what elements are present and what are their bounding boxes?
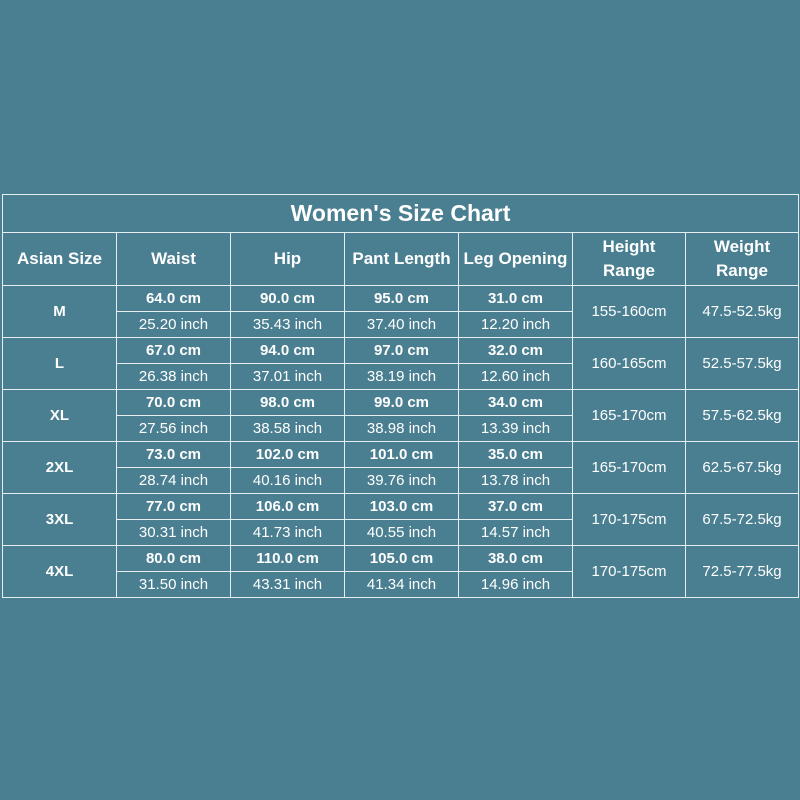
weight-range: 67.5-72.5kg xyxy=(686,494,799,546)
size-label: 3XL xyxy=(3,494,117,546)
hip-cm: 106.0 cm xyxy=(231,494,345,520)
title-row xyxy=(3,195,799,233)
height-range: 160-165cm xyxy=(573,338,686,390)
waist-inch: 31.50 inch xyxy=(117,572,231,598)
pant-length-cm: 101.0 cm xyxy=(345,442,459,468)
height-range: 165-170cm xyxy=(573,390,686,442)
header-weight-range-line1: Weight xyxy=(713,237,771,256)
leg-opening-cm: 38.0 cm xyxy=(459,546,573,572)
pant-length-inch: 40.55 inch xyxy=(345,520,459,546)
height-range: 155-160cm xyxy=(573,286,686,338)
pant-length-inch: 37.40 inch xyxy=(345,312,459,338)
header-hip: Hip xyxy=(231,233,345,286)
waist-cm: 67.0 cm xyxy=(117,338,231,364)
waist-cm: 70.0 cm xyxy=(117,390,231,416)
header-height-range xyxy=(573,233,686,286)
leg-opening-inch: 12.60 inch xyxy=(459,364,573,390)
pant-length-inch: 38.19 inch xyxy=(345,364,459,390)
leg-opening-cm: 32.0 cm xyxy=(459,338,573,364)
size-row-cm xyxy=(3,546,799,572)
pant-length-cm: 103.0 cm xyxy=(345,494,459,520)
height-range: 170-175cm xyxy=(573,546,686,598)
pant-length-inch: 41.34 inch xyxy=(345,572,459,598)
waist-inch: 28.74 inch xyxy=(117,468,231,494)
header-pant-length: Pant Length xyxy=(345,233,459,286)
leg-opening-inch: 14.57 inch xyxy=(459,520,573,546)
size-row-cm xyxy=(3,286,799,312)
size-row-cm xyxy=(3,442,799,468)
waist-inch: 30.31 inch xyxy=(117,520,231,546)
header-weight-range xyxy=(686,233,799,286)
hip-cm: 110.0 cm xyxy=(231,546,345,572)
header-height-range-line2: Range xyxy=(603,261,655,280)
header-row xyxy=(3,233,799,286)
size-row-cm xyxy=(3,494,799,520)
waist-cm: 77.0 cm xyxy=(117,494,231,520)
size-label: L xyxy=(3,338,117,390)
hip-inch: 38.58 inch xyxy=(231,416,345,442)
waist-cm: 64.0 cm xyxy=(117,286,231,312)
hip-cm: 98.0 cm xyxy=(231,390,345,416)
header-weight-range-line2: Range xyxy=(716,261,768,280)
weight-range: 47.5-52.5kg xyxy=(686,286,799,338)
hip-cm: 102.0 cm xyxy=(231,442,345,468)
header-asian-size: Asian Size xyxy=(3,233,117,286)
pant-length-cm: 95.0 cm xyxy=(345,286,459,312)
pant-length-cm: 105.0 cm xyxy=(345,546,459,572)
weight-range: 57.5-62.5kg xyxy=(686,390,799,442)
size-row-cm xyxy=(3,390,799,416)
hip-inch: 35.43 inch xyxy=(231,312,345,338)
chart-title: Women's Size Chart xyxy=(3,195,799,233)
height-range: 165-170cm xyxy=(573,442,686,494)
header-leg-opening: Leg Opening xyxy=(459,233,573,286)
leg-opening-inch: 13.78 inch xyxy=(459,468,573,494)
weight-range: 52.5-57.5kg xyxy=(686,338,799,390)
leg-opening-cm: 31.0 cm xyxy=(459,286,573,312)
weight-range: 62.5-67.5kg xyxy=(686,442,799,494)
pant-length-cm: 97.0 cm xyxy=(345,338,459,364)
hip-cm: 90.0 cm xyxy=(231,286,345,312)
waist-inch: 26.38 inch xyxy=(117,364,231,390)
waist-inch: 25.20 inch xyxy=(117,312,231,338)
header-height-range-line1: Height xyxy=(602,237,656,256)
pant-length-inch: 38.98 inch xyxy=(345,416,459,442)
hip-inch: 41.73 inch xyxy=(231,520,345,546)
size-label: XL xyxy=(3,390,117,442)
hip-inch: 43.31 inch xyxy=(231,572,345,598)
leg-opening-cm: 37.0 cm xyxy=(459,494,573,520)
waist-inch: 27.56 inch xyxy=(117,416,231,442)
leg-opening-inch: 12.20 inch xyxy=(459,312,573,338)
header-waist: Waist xyxy=(117,233,231,286)
size-row-cm xyxy=(3,338,799,364)
size-label: M xyxy=(3,286,117,338)
leg-opening-cm: 35.0 cm xyxy=(459,442,573,468)
weight-range: 72.5-77.5kg xyxy=(686,546,799,598)
height-range: 170-175cm xyxy=(573,494,686,546)
hip-inch: 37.01 inch xyxy=(231,364,345,390)
size-chart-table xyxy=(2,194,799,598)
waist-cm: 80.0 cm xyxy=(117,546,231,572)
leg-opening-inch: 13.39 inch xyxy=(459,416,573,442)
size-chart-body xyxy=(3,195,799,598)
hip-inch: 40.16 inch xyxy=(231,468,345,494)
waist-cm: 73.0 cm xyxy=(117,442,231,468)
size-label: 4XL xyxy=(3,546,117,598)
pant-length-inch: 39.76 inch xyxy=(345,468,459,494)
size-label: 2XL xyxy=(3,442,117,494)
hip-cm: 94.0 cm xyxy=(231,338,345,364)
leg-opening-inch: 14.96 inch xyxy=(459,572,573,598)
leg-opening-cm: 34.0 cm xyxy=(459,390,573,416)
pant-length-cm: 99.0 cm xyxy=(345,390,459,416)
